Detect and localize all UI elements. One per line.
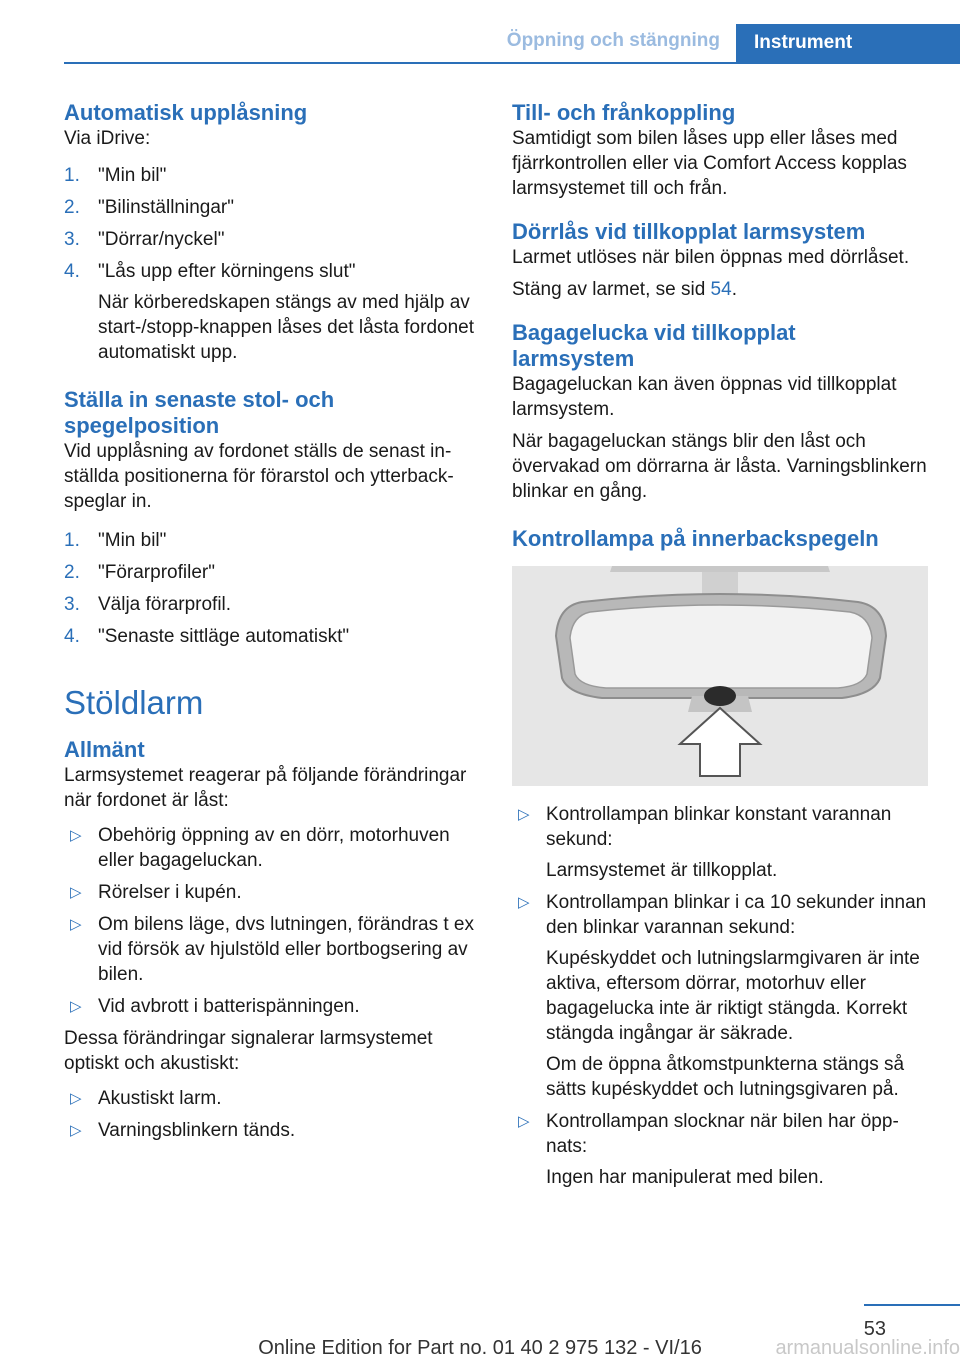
step-number: 3. <box>64 229 80 250</box>
bullet-triangle-icon: ▷ <box>70 1090 82 1107</box>
trunk-title <box>512 320 928 372</box>
bullet-note: Ingen har manipulerat med bilen. <box>546 1167 824 1188</box>
step-number: 2. <box>64 197 80 218</box>
bullet-triangle-icon: ▷ <box>518 894 530 911</box>
section-tab[interactable]: Instrument <box>736 24 960 62</box>
list-item <box>64 880 476 905</box>
step-note: När körberedskapen stängs av med hjälp av start-/stopp-knappen låses det låsta fordonet automatiskt upp. <box>98 292 475 363</box>
list-item <box>512 1109 928 1190</box>
onoff-title: Till- och frånkoppling <box>512 100 736 125</box>
bullet-note: Om de öppna åtkomstpunkterna stängs så sätts kupéskyddet och lutningsgivaren på. <box>546 1054 905 1100</box>
seat-mirror-text: Vid upplåsning av fordonet ställs de senast inställda positionerna för förarstol och ytterbackspeglar in. <box>64 441 454 512</box>
watermark: armanualsonline.info <box>775 1337 960 1359</box>
bullet-triangle-icon: ▷ <box>70 998 82 1015</box>
lamp-title: Kontrollampa på innerbackspegeln <box>512 526 879 551</box>
alarm-signal-bullets <box>64 1086 476 1143</box>
step-text: "Min bil" <box>98 165 167 186</box>
step-text: "Lås upp efter körningens slut" <box>98 261 356 282</box>
page-number: 53 <box>863 1318 886 1340</box>
list-item <box>512 890 928 1102</box>
reference-prefix: Stäng av larmet, se sid <box>512 279 711 300</box>
seat-mirror-title <box>64 387 476 439</box>
list-item <box>64 592 476 617</box>
list-item <box>64 823 476 873</box>
bullet-note: Kupéskyddet och lutningslarmgivaren är inte aktiva, eftersom dörrar, motorhuv eller bagagelucka inte är riktigt stängda. Korrekt stängda ingångar är säkrade. <box>546 948 920 1044</box>
list-item <box>64 259 476 365</box>
page-link[interactable]: 54 <box>710 279 732 300</box>
list-item <box>64 912 476 987</box>
list-item <box>64 1086 476 1111</box>
bullet-triangle-icon: ▷ <box>518 1113 530 1130</box>
bullet-triangle-icon: ▷ <box>70 827 82 844</box>
rearview-mirror-icon <box>512 566 928 786</box>
step-number: 4. <box>64 626 80 647</box>
trunk-title-line2: larmsystem <box>512 346 635 371</box>
bullet-triangle-icon: ▷ <box>518 806 530 823</box>
bullet-text: Kontrollampan slocknar när bilen har öppnats: <box>546 1111 899 1157</box>
step-text: "Förarprofiler" <box>98 562 215 583</box>
list-item <box>64 560 476 585</box>
door-lock-reference <box>512 277 928 302</box>
trunk-text-2: När bagageluckan stängs blir den låst och övervakad om dörrarna är låsta. Varningsblinkern blinkar en gång. <box>512 431 927 502</box>
list-item <box>64 195 476 220</box>
bullet-triangle-icon: ▷ <box>70 1122 82 1139</box>
bullet-text: Kontrollampan blinkar i ca 10 sekunder innan den blinkar varannan sekund: <box>546 892 927 938</box>
right-column <box>512 100 928 1197</box>
bullet-text: Obehörig öppning av en dörr, motorhuven eller bagageluckan. <box>98 825 450 871</box>
alarm-bullets <box>64 823 476 1019</box>
bullet-text: Rörelser i kupén. <box>98 882 242 903</box>
bullet-text: Om bilens läge, dvs lutningen, förändras t ex vid försök av hjulstöld eller bortbogsering av bilen. <box>98 914 474 985</box>
step-text: Välja förarprofil. <box>98 594 232 615</box>
alarm-heading: Stöldlarm <box>64 684 204 721</box>
bullet-text: Akustiskt larm. <box>98 1088 222 1109</box>
chapter-tab[interactable]: Öppning och stängning <box>506 30 720 51</box>
bullet-triangle-icon: ▷ <box>70 884 82 901</box>
list-item <box>64 624 476 649</box>
list-item <box>64 994 476 1019</box>
step-number: 1. <box>64 530 80 551</box>
step-number: 3. <box>64 594 80 615</box>
trunk-title-line1: Bagagelucka vid tillkopplat <box>512 320 796 345</box>
onoff-text: Samtidigt som bilen låses upp eller låses med fjärrkontrollen eller via Comfort Access kopplas larmsystemet till och från. <box>512 128 907 199</box>
bullet-note: Larmsystemet är tillkopplat. <box>546 860 778 881</box>
alarm-general-title: Allmänt <box>64 737 145 762</box>
bullet-text: Varningsblinkern tänds. <box>98 1120 296 1141</box>
step-text: "Senaste sittläge automatiskt" <box>98 626 350 647</box>
page-header <box>64 24 960 64</box>
auto-unlock-steps <box>64 163 476 365</box>
reference-suffix: . <box>731 279 737 300</box>
step-text: "Min bil" <box>98 530 167 551</box>
seat-mirror-title-line2: spegelposition <box>64 413 220 438</box>
step-text: "Bilinställningar" <box>98 197 234 218</box>
seat-mirror-steps <box>64 528 476 649</box>
list-item <box>64 227 476 252</box>
bullet-text: Kontrollampan blinkar konstant varannan sekund: <box>546 804 892 850</box>
list-item <box>64 163 476 188</box>
bullet-triangle-icon: ▷ <box>70 916 82 933</box>
lamp-list <box>512 802 928 1190</box>
bullet-text: Vid avbrott i batterispänningen. <box>98 996 360 1017</box>
list-item <box>512 802 928 883</box>
alarm-text: Larmsystemet reagerar på följande förändringar när fordonet är låst: <box>64 765 467 811</box>
auto-unlock-intro: Via iDrive: <box>64 128 151 149</box>
step-number: 1. <box>64 165 80 186</box>
step-text: "Dörrar/nyckel" <box>98 229 225 250</box>
list-item <box>64 528 476 553</box>
list-item <box>64 1118 476 1143</box>
auto-unlock-title: Automatisk upplåsning <box>64 100 308 125</box>
trunk-text-1: Bagageluckan kan även öppnas vid tillkopplat larmsystem. <box>512 374 897 420</box>
footer-edition: Online Edition for Part no. 01 40 2 975 132 - VI/16 <box>258 1337 702 1359</box>
left-column <box>64 100 476 1150</box>
step-number: 4. <box>64 261 80 282</box>
footer-divider <box>864 1304 960 1306</box>
seat-mirror-title-line1: Ställa in senaste stol- och <box>64 387 335 412</box>
alarm-signal-text: Dessa förändringar signalerar larmsystemet optiskt och akustiskt: <box>64 1028 433 1074</box>
door-lock-title: Dörrlås vid tillkopplat larmsystem <box>512 219 866 244</box>
door-lock-text: Larmet utlöses när bilen öppnas med dörrlåset. <box>512 247 910 268</box>
step-number: 2. <box>64 562 80 583</box>
rearview-mirror-illustration <box>512 566 928 786</box>
